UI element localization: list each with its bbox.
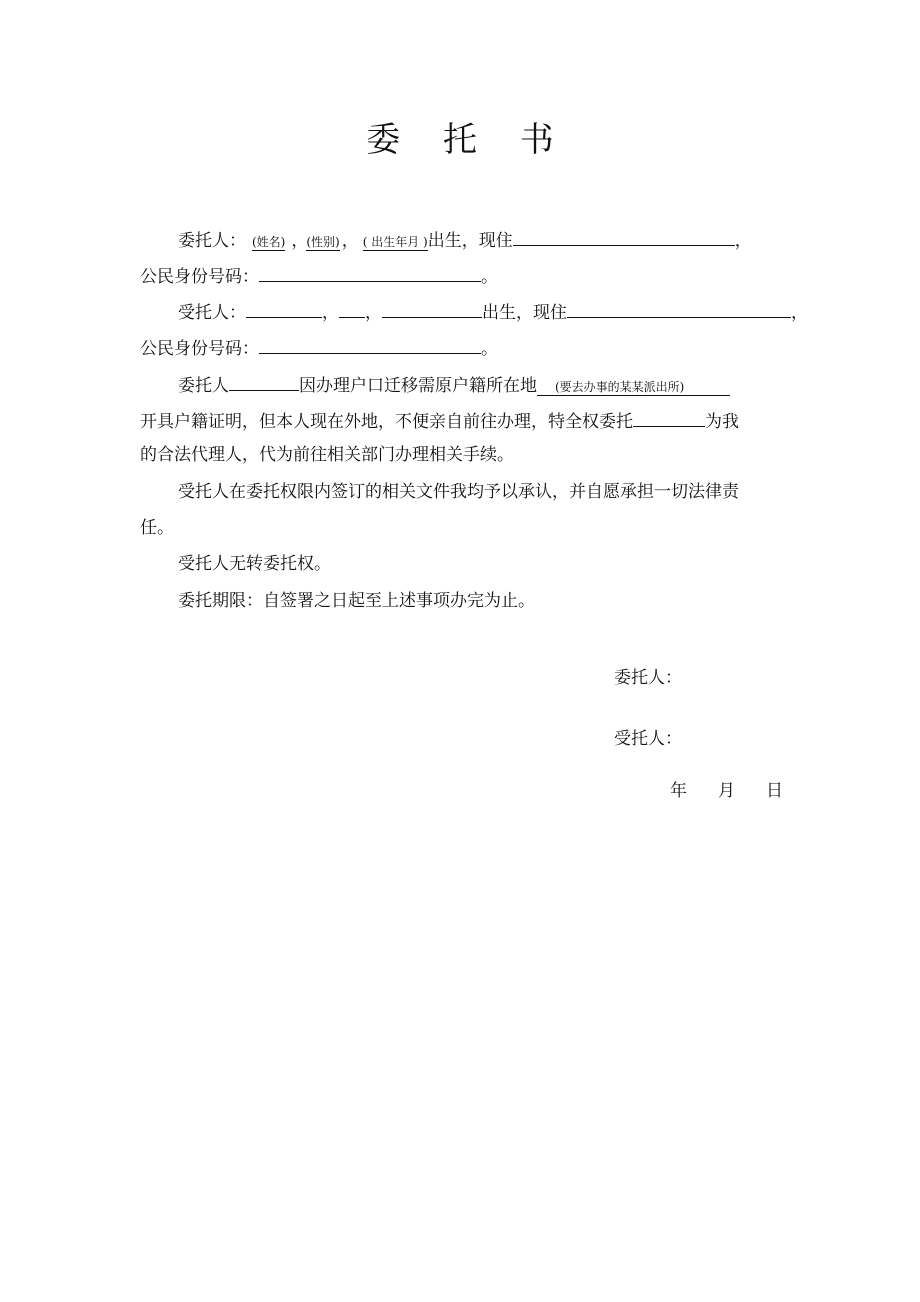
body-text-line: 受托人在委托权限内签订的相关文件我均予以承认，并自愿承担一切法律责 bbox=[178, 482, 739, 502]
body-text-line: 受托人无转委托权。 bbox=[178, 554, 331, 574]
agent-address-blank bbox=[567, 298, 791, 318]
id-number-label: 公民身份号码： bbox=[140, 267, 259, 287]
principal-id-line bbox=[140, 262, 498, 289]
body-text-line: 的合法代理人，代为前往相关部门办理相关手续。 bbox=[140, 445, 514, 465]
period: 。 bbox=[481, 339, 498, 359]
authorization-text: 开具户籍证明，但本人现在外地，不便亲自前往办理，特全权委托 bbox=[140, 412, 633, 432]
day-label: 日 bbox=[766, 781, 783, 801]
principal-label: 委托人： bbox=[178, 231, 246, 251]
agent-birth-blank bbox=[382, 298, 482, 318]
date-line bbox=[670, 779, 783, 803]
agent-label: 受托人： bbox=[178, 303, 246, 323]
gender-hint: (性别) bbox=[306, 235, 340, 249]
comma: ， bbox=[734, 231, 752, 251]
comma: ， bbox=[291, 231, 309, 251]
comma: ， bbox=[322, 303, 339, 323]
comma: ， bbox=[341, 231, 359, 251]
month-label: 月 bbox=[718, 781, 735, 801]
id-number-label: 公民身份号码： bbox=[140, 339, 259, 359]
authorization-end: 为我 bbox=[705, 412, 739, 432]
birth-hint: ( 出生年月 ) bbox=[362, 235, 428, 249]
principal-signature-label: 委托人： bbox=[614, 668, 682, 688]
born-residence-text: 出生，现住 bbox=[427, 231, 513, 251]
year-label: 年 bbox=[670, 781, 687, 801]
principal-info-line bbox=[178, 226, 752, 253]
document-title: 委 托 书 bbox=[366, 120, 570, 160]
principal-name-blank bbox=[229, 371, 299, 391]
born-residence-text: 出生，现住 bbox=[482, 303, 567, 323]
agent-gender-blank bbox=[339, 298, 365, 318]
purpose-line bbox=[178, 371, 730, 398]
agent-name-blank bbox=[246, 298, 322, 318]
name-hint: (姓名) bbox=[252, 235, 286, 249]
comma: ， bbox=[791, 303, 808, 323]
agent-info-line bbox=[178, 298, 808, 325]
principal-word: 委托人 bbox=[178, 376, 229, 396]
purpose-text: 因办理户口迁移需原户籍所在地 bbox=[299, 376, 537, 396]
period: 。 bbox=[481, 267, 498, 287]
agent-id-blank bbox=[259, 334, 481, 354]
authorization-line bbox=[140, 407, 739, 434]
agent-signature-label: 受托人： bbox=[614, 729, 682, 749]
address-blank bbox=[513, 226, 735, 246]
id-number-blank bbox=[259, 262, 481, 282]
body-text-line: 委托期限：自签署之日起至上述事项办完为止。 bbox=[178, 591, 535, 611]
body-text-line: 任。 bbox=[140, 518, 174, 538]
agent-id-line bbox=[140, 334, 498, 361]
delegate-blank bbox=[633, 407, 705, 427]
comma: ， bbox=[365, 303, 382, 323]
police-station-hint: (要去办事的某某派出所) bbox=[537, 379, 730, 396]
